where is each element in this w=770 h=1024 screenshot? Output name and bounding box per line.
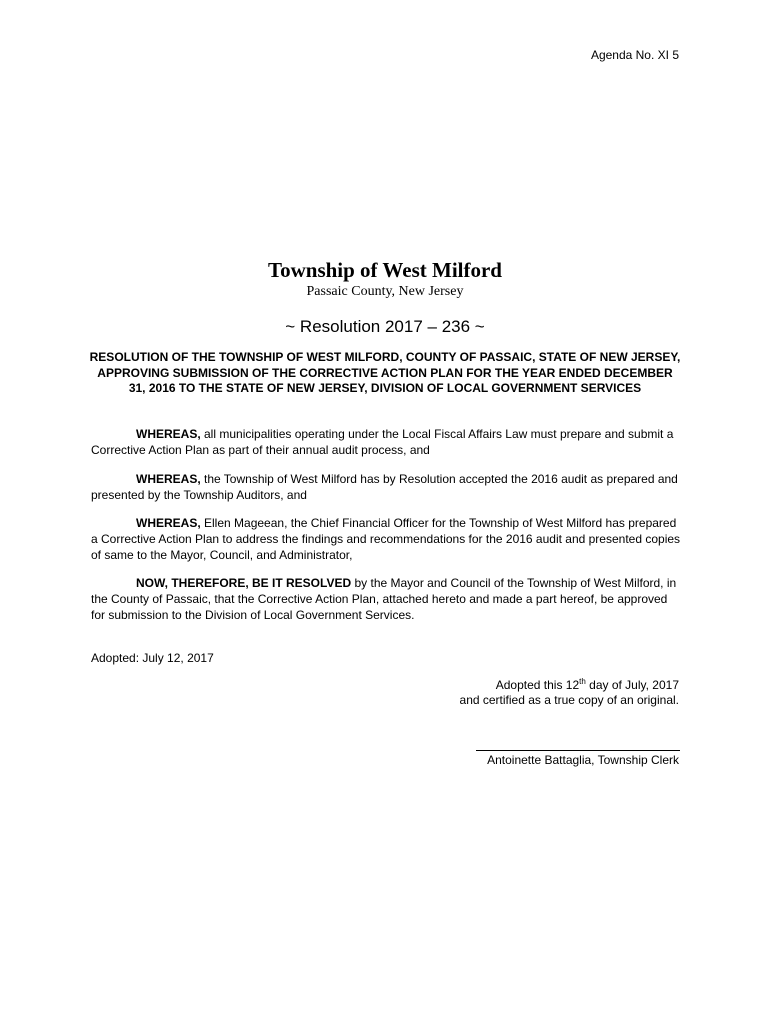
resolution-heading: RESOLUTION OF THE TOWNSHIP OF WEST MILFORD, COUNTY OF PASSAIC, STATE OF NEW JERSEY, APPROVING SUBMISSION OF THE CORRECTIVE ACTION PLAN FOR THE YEAR ENDED DECEMBER 31, 2016 TO THE STATE OF NEW JERSEY, DIVISION OF LOCAL GOVERNMENT SERVICES — [89, 350, 681, 395]
certify-prefix: Adopted this 12 — [495, 678, 580, 692]
township-title: Township of West Milford — [268, 258, 502, 282]
certification-line-1 — [460, 678, 679, 693]
certification-line-2: and certified as a true copy of an original. — [459, 693, 679, 707]
title-block — [0, 257, 770, 301]
paragraph-lead: WHEREAS, — [136, 516, 201, 530]
paragraph-whereas-2 — [91, 471, 683, 503]
paragraph-text: all municipalities operating under the Local Fiscal Affairs Law must prepare and submit a Corrective Action Plan as part of their annual audit process, and — [91, 427, 674, 457]
resolution-number: ~ Resolution 2017 – 236 ~ — [285, 317, 485, 336]
certify-ordinal: th — [579, 677, 586, 686]
paragraph-whereas-1 — [91, 426, 683, 458]
county-subtitle: Passaic County, New Jersey — [306, 284, 464, 299]
paragraph-resolved — [91, 575, 683, 623]
signature-line — [476, 750, 680, 751]
agenda-number: Agenda No. XI 5 — [590, 48, 679, 62]
paragraph-text: Ellen Mageean, the Chief Financial Officer for the Township of West Milford has prepared a Corrective Action Plan to address the findings and recommendations for the 2016 audit and presented copies of same to the Mayor, Council, and Administrator, — [91, 516, 681, 562]
paragraph-text: the Township of West Milford has by Resolution accepted the 2016 audit as prepared and presented by the Township Auditors, and — [91, 472, 678, 502]
certification-block — [460, 678, 679, 708]
paragraph-text: by the Mayor and Council of the Township of West Milford, in the County of Passaic, that the Corrective Action Plan, attached hereto and made a part hereof, be approved for submission to the Division of Local Government Services. — [91, 576, 677, 622]
certify-suffix: day of July, 2017 — [585, 678, 679, 692]
paragraph-whereas-3 — [91, 515, 683, 563]
paragraph-lead: WHEREAS, — [136, 472, 201, 486]
paragraph-lead: WHEREAS, — [136, 427, 201, 441]
adopted-date: Adopted: July 12, 2017 — [91, 651, 214, 665]
signatory-name: Antoinette Battaglia, Township Clerk — [487, 753, 679, 767]
paragraph-lead: NOW, THEREFORE, BE IT RESOLVED — [136, 576, 352, 590]
